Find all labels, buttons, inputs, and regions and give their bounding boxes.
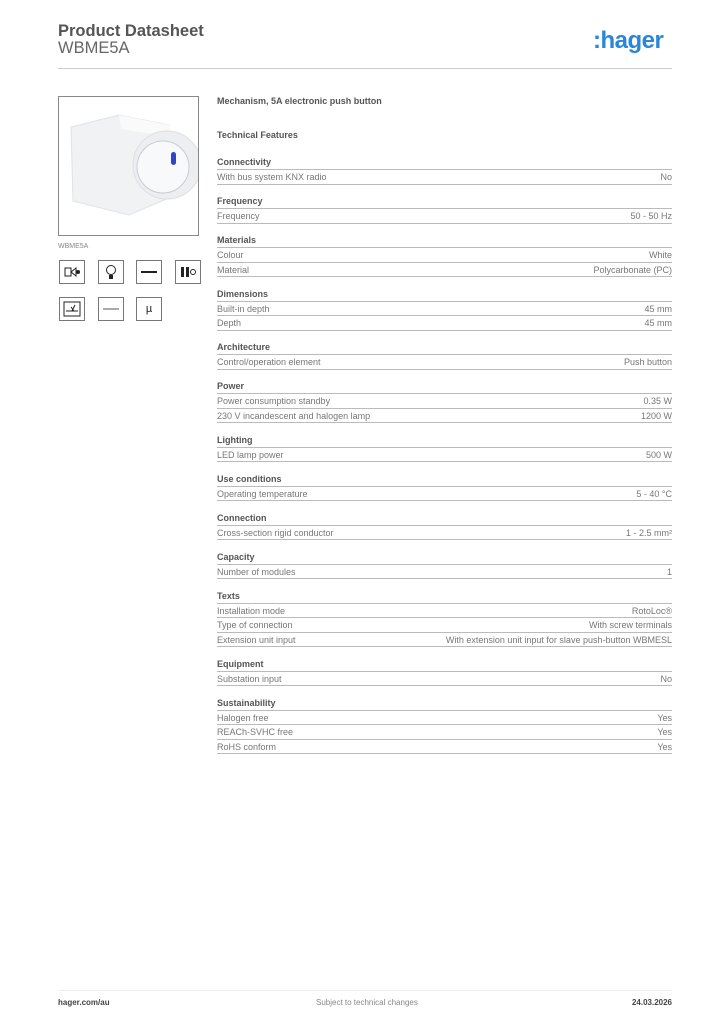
spec-label: Number of modules xyxy=(217,566,296,577)
section-heading: Equipment xyxy=(217,658,672,672)
spec-label: Substation input xyxy=(217,673,282,684)
spec-row xyxy=(217,618,672,633)
spec-value: 0.35 W xyxy=(643,396,672,406)
section-heading: Dimensions xyxy=(217,288,672,302)
spec-section xyxy=(217,434,672,463)
spec-label: RoHS conform xyxy=(217,741,277,752)
spec-row xyxy=(217,409,672,424)
spec-section xyxy=(217,473,672,502)
spec-row xyxy=(217,248,672,263)
footer-notice: Subject to technical changes xyxy=(316,998,418,1007)
spec-section xyxy=(217,234,672,277)
spec-value: No xyxy=(660,673,672,684)
fluorescent-tube-icon xyxy=(136,260,162,284)
spec-value: 1 xyxy=(666,566,672,577)
spec-section xyxy=(217,341,672,370)
spec-row xyxy=(217,487,672,502)
spec-label: Colour xyxy=(217,250,244,260)
spec-section xyxy=(217,288,672,331)
spec-value: Yes xyxy=(657,741,672,752)
section-heading: Sustainability xyxy=(217,697,672,711)
spec-value: With screw terminals xyxy=(588,620,672,630)
page-title: Product Datasheet xyxy=(58,22,204,40)
spec-label: Cross-section rigid conductor xyxy=(217,527,334,538)
footer-website[interactable]: hager.com/au xyxy=(58,998,110,1007)
spec-section xyxy=(217,551,672,580)
technical-features-heading: Technical Features xyxy=(217,130,298,140)
dimmer-led-icon xyxy=(59,260,85,284)
hager-logo: :hager xyxy=(593,27,664,54)
spec-row xyxy=(217,672,672,687)
micro-switch-icon: µ xyxy=(136,297,162,321)
image-caption: WBME5A xyxy=(58,243,89,250)
spec-row xyxy=(217,209,672,224)
spec-value: Polycarbonate (PC) xyxy=(593,264,672,275)
spec-label: Built-in depth xyxy=(217,303,270,314)
spec-row xyxy=(217,526,672,541)
spec-value: 1 - 2.5 mm² xyxy=(625,527,672,538)
spec-label: Material xyxy=(217,264,250,275)
line-icon xyxy=(98,297,124,321)
header-divider xyxy=(58,68,672,69)
footer-date: 24.03.2026 xyxy=(631,998,672,1007)
spec-row xyxy=(217,633,672,648)
spec-value: Push button xyxy=(623,357,672,367)
section-heading: Lighting xyxy=(217,434,672,448)
spec-row xyxy=(217,316,672,331)
spec-section xyxy=(217,195,672,224)
product-description: Mechanism, 5A electronic push button xyxy=(217,96,382,106)
spec-row xyxy=(217,394,672,409)
spec-label: Installation mode xyxy=(217,605,286,616)
spec-value: 5 - 40 °C xyxy=(636,488,672,499)
spec-label: Halogen free xyxy=(217,712,269,723)
spec-value: 50 - 50 Hz xyxy=(630,211,672,221)
section-heading: Materials xyxy=(217,234,672,248)
electronic-transformer-icon xyxy=(59,297,85,321)
spec-row xyxy=(217,355,672,370)
section-heading: Texts xyxy=(217,590,672,604)
spec-value: 500 W xyxy=(645,449,672,460)
spec-row xyxy=(217,711,672,726)
section-heading: Architecture xyxy=(217,341,672,355)
spec-label: Operating temperature xyxy=(217,488,308,499)
spec-row xyxy=(217,448,672,463)
spec-section xyxy=(217,156,672,185)
spec-sections xyxy=(217,156,672,754)
product-code: WBME5A xyxy=(58,39,130,57)
spec-row xyxy=(217,604,672,619)
product-image xyxy=(58,96,199,236)
spec-label: With bus system KNX radio xyxy=(217,172,327,182)
spec-value: White xyxy=(648,250,672,260)
spec-value: 45 mm xyxy=(644,318,672,328)
spec-row xyxy=(217,740,672,755)
spec-section xyxy=(217,658,672,687)
section-heading: Connection xyxy=(217,512,672,526)
spec-label: Type of connection xyxy=(217,620,293,630)
spec-panel xyxy=(217,96,672,765)
spec-label: Extension unit input xyxy=(217,634,296,645)
spec-section xyxy=(217,380,672,423)
section-heading: Use conditions xyxy=(217,473,672,487)
section-heading: Connectivity xyxy=(217,156,672,170)
spec-row xyxy=(217,302,672,317)
section-heading: Capacity xyxy=(217,551,672,565)
spec-label: 230 V incandescent and halogen lamp xyxy=(217,410,371,421)
spec-label: Frequency xyxy=(217,211,260,221)
transformer-icon xyxy=(175,260,201,284)
section-heading: Power xyxy=(217,380,672,394)
spec-row xyxy=(217,170,672,185)
spec-section xyxy=(217,512,672,541)
spec-label: LED lamp power xyxy=(217,449,284,460)
footer-divider xyxy=(58,990,672,991)
spec-label: Power consumption standby xyxy=(217,396,331,406)
spec-value: 1200 W xyxy=(640,410,672,421)
spec-row xyxy=(217,725,672,740)
spec-row xyxy=(217,263,672,278)
spec-section xyxy=(217,697,672,755)
spec-value: 45 mm xyxy=(644,303,672,314)
spec-row xyxy=(217,565,672,580)
spec-label: Depth xyxy=(217,318,242,328)
spec-label: REACh-SVHC free xyxy=(217,727,294,737)
spec-value: RotoLoc® xyxy=(631,605,672,616)
spec-section xyxy=(217,590,672,648)
spec-value: Yes xyxy=(657,727,672,737)
spec-value: No xyxy=(660,172,672,182)
section-heading: Frequency xyxy=(217,195,672,209)
spec-label: Control/operation element xyxy=(217,357,321,367)
spec-value: With extension unit input for slave push-button WBMESL xyxy=(445,634,672,645)
bulb-icon xyxy=(98,260,124,284)
spec-value: Yes xyxy=(657,712,672,723)
